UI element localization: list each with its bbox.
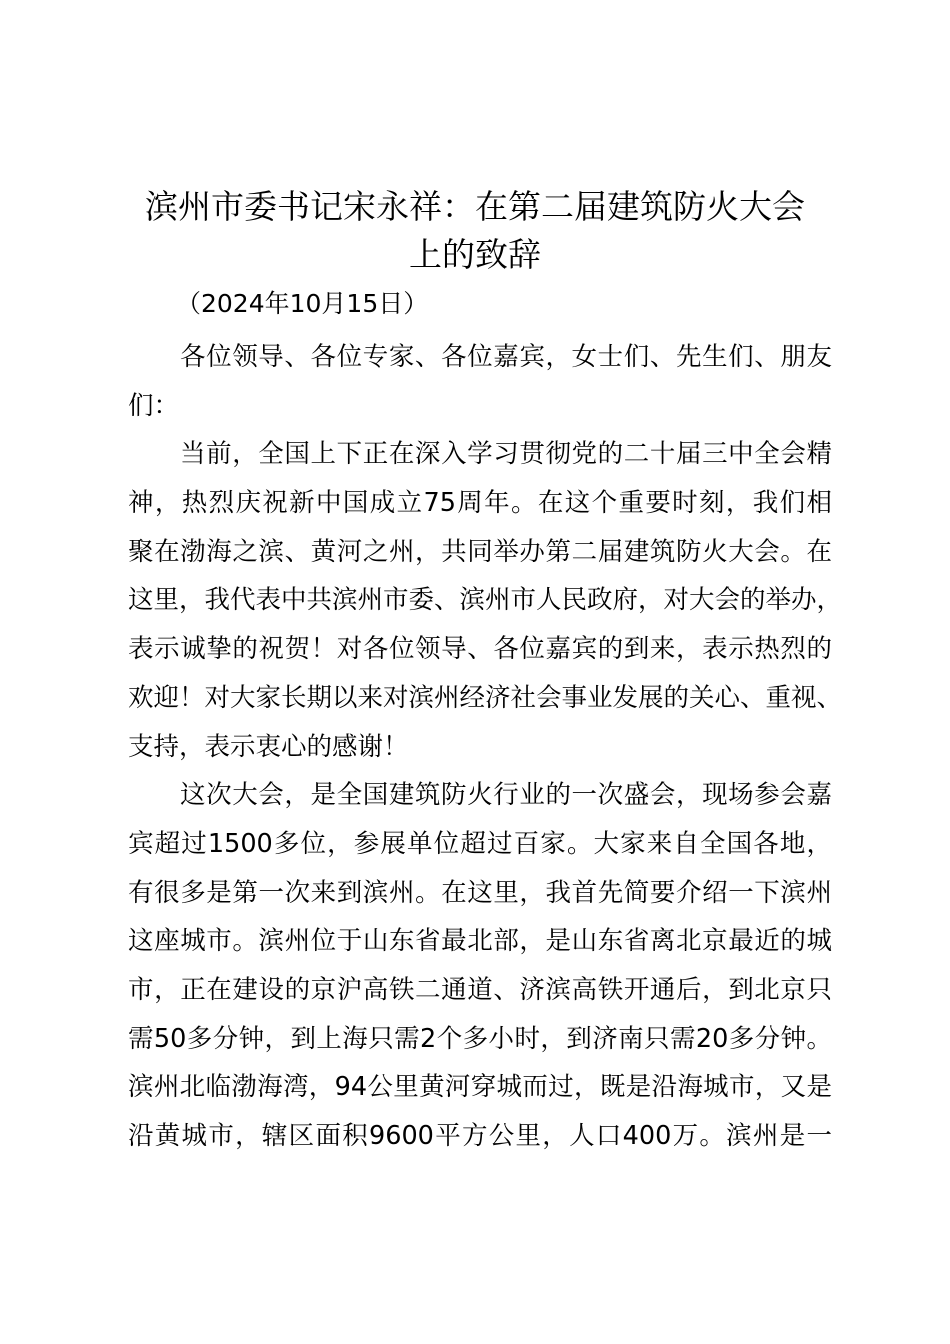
paragraph-line: 需50多分钟，到上海只需2个多小时，到济南只需20多分钟。 [128, 1023, 832, 1054]
paragraph-line: 宾超过1500多位，参展单位超过百家。大家来自全国各地， [128, 828, 832, 859]
paragraph-line: 支持，表示衷心的感谢！ [128, 731, 409, 762]
paragraph-line: 当前，全国上下正在深入学习贯彻党的二十届三中全会精 [180, 439, 832, 470]
paragraph-line: 们： [128, 390, 180, 421]
paragraph-line: 市，正在建设的京沪高铁二通道、济滨高铁开通后，到北京只 [128, 974, 832, 1005]
document-title-line-2: 上的致辞 [409, 235, 541, 274]
paragraph-line: 欢迎！对大家长期以来对滨州经济社会事业发展的关心、重视、 [128, 682, 843, 713]
speech-date: （2024年10月15日） [176, 289, 429, 318]
document-title-line-1: 滨州市委书记宋永祥：在第二届建筑防火大会 [145, 187, 805, 226]
paragraph-line: 神，热烈庆祝新中国成立75周年。在这个重要时刻，我们相 [128, 488, 832, 519]
paragraph-line: 聚在渤海之滨、黄河之州，共同举办第二届建筑防火大会。在 [128, 536, 832, 567]
paragraph-line: 表示诚挚的祝贺！对各位领导、各位嘉宾的到来，表示热烈的 [128, 634, 832, 665]
paragraph-line: 有很多是第一次来到滨州。在这里，我首先简要介绍一下滨州 [128, 877, 832, 908]
paragraph-line: 各位领导、各位专家、各位嘉宾，女士们、先生们、朋友 [180, 342, 832, 372]
paragraph-line: 沿黄城市，辖区面积9600平方公里，人口400万。滨州是一 [128, 1121, 832, 1151]
paragraph-line: 这里，我代表中共滨州市委、滨州市人民政府，对大会的举办， [128, 585, 843, 616]
document-body [128, 337, 843, 1165]
paragraph-line: 滨州北临渤海湾，94公里黄河穿城而过，既是沿海城市，又是 [128, 1072, 832, 1103]
paragraph-line: 这次大会，是全国建筑防火行业的一次盛会，现场参会嘉 [180, 780, 832, 811]
paragraph [128, 775, 832, 1165]
paragraph-line: 这座城市。滨州位于山东省最北部，是山东省离北京最近的城 [128, 926, 832, 957]
paragraph [128, 434, 843, 775]
paragraph [128, 337, 832, 434]
